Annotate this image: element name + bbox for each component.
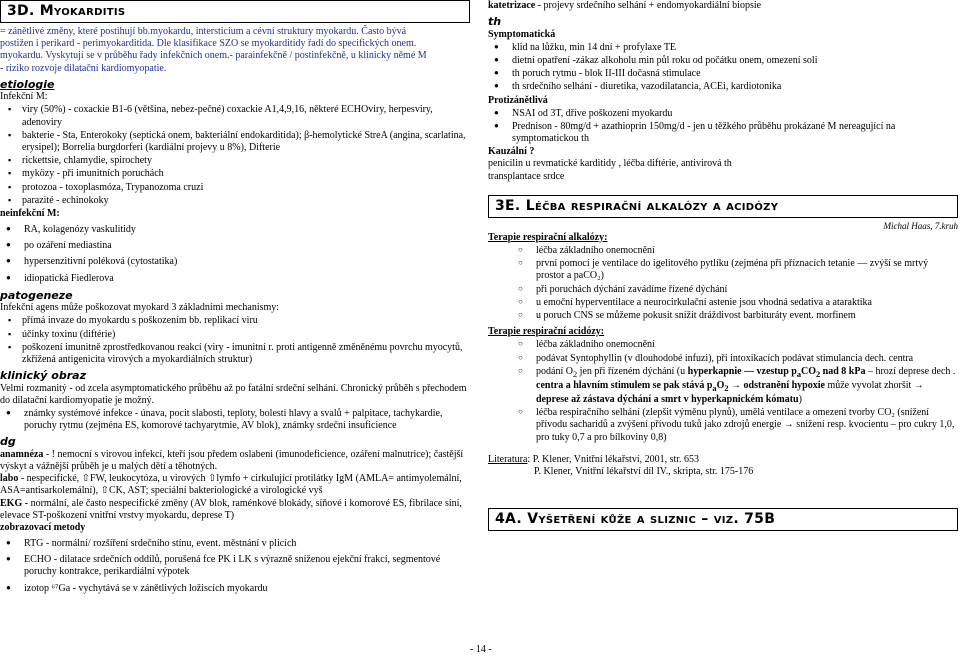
list-item: ● NSAI od 3T, dříve poškození myokardu	[492, 108, 958, 120]
zobraz-list	[4, 538, 470, 595]
protizanetliva-list	[492, 108, 958, 146]
list-item: ▪ poškození imunitně zprostředkovanou reakcí (viry - imunitní r. proti antigenně změněnému povrchu myocytů, zkřížená antigenicita virových a myokardiálních struktur)	[8, 342, 470, 366]
list-item: ○ podávat Syntophyllin (v dlouhodobé infuzi), při intoxikacích podávat stimulancia dech. centra	[518, 353, 958, 365]
list-item: ● idiopatická Fiedlerova	[4, 273, 470, 285]
intro-text	[0, 26, 470, 75]
list-item: ● hypersenzitivní poléková (cytostatika)	[4, 256, 470, 268]
list-item: ● th srdečního selhání - diuretika, vazodilatancia, ACEi, kardiotonika	[492, 81, 958, 93]
list-item: ● RTG - normální/ rozšíření srdečního stínu, event. městnání v plicích	[4, 538, 470, 550]
klinicky-list	[4, 408, 470, 432]
list-item: ○ při poruchách dýchání zavádíme řízené dýchání	[518, 284, 958, 296]
kauzalni-text: penicilin u revmatické karditidy , léčba diftérie, antivirová th	[488, 158, 732, 170]
literatura-label: Literatura	[488, 453, 528, 465]
list-item: ● po ozáření mediastina	[4, 240, 470, 252]
o2-bold-3: centra a hlavním stimulem se pak stává p	[536, 379, 713, 391]
o2-bold-4: → odstranění hypoxie	[728, 379, 825, 391]
dg-ekg	[0, 498, 470, 522]
literatura-item: P. Klener, Vnitřní lékařství díl IV., skripta, str. 175-176	[534, 466, 754, 478]
literatura-item: : P. Klener, Vnitřní lékařství, 2001, str. 653	[527, 453, 700, 465]
left-column	[0, 0, 470, 599]
list-item: ○ léčba základního onemocnění	[518, 339, 958, 351]
list-item: ▪ účinky toxinu (diftérie)	[8, 329, 470, 341]
th-heading: th	[488, 15, 502, 29]
o2-text-b: jen při řízeném dýchání (u	[579, 365, 688, 377]
acidoza-list	[518, 339, 958, 443]
list-item: ▪ bakterie - Sta, Enterokoky (septická onem, bakteriální endokarditida); β-hemolytické StreA (angina, scarlatina, erysipel); Borrelia burgdorferi (kardiální projevy u 8%), Difterie	[8, 130, 470, 154]
neinfekcni-label: neinfekční M:	[0, 207, 60, 219]
infekcni-list	[8, 104, 470, 207]
section-title-4a	[488, 508, 958, 531]
intro-line: = zánětlivé změny, které postihují bb.myokardu, intersticium a cévní struktury myokardu. Často bývá	[0, 26, 407, 38]
katetrizace-label: katetrizace	[488, 0, 536, 11]
protizanetliva-label: Protizánětlivá	[488, 94, 548, 106]
intro-line: myokardu. Vyskytují se v průběhu řady infekčních onem.- parainfekčně / postinfekčně, u klinicky němé M	[0, 50, 427, 62]
list-item: ○ léčba základního onemocnění	[518, 245, 958, 257]
list-item: ○ u poruch CNS se můžeme pokusit snížit dráždivost barbituráty event. morfinem	[518, 310, 958, 322]
o2-bold-2: nad 8 kPa	[820, 365, 866, 377]
dg-labo-text: - nespecifické, ⇧FW, leukocytóza, u virových ⇧lymfo + cirkulující protilátky IgM (AMLA= antimyolemální, ASA=antisarkolemální), ⇧CK, AST; speciální bakteriologické a virologické vyš	[0, 473, 462, 497]
dg-ekg-text: - normální, ale často nespecifické změny (AV blok, raménkové blokády, síňové i komorové ES, fibrilace síní, elevace ST-poškození vnitřní vrstvy myokardu, deprese T)	[0, 497, 462, 521]
symptomaticka-label: Symptomatická	[488, 28, 556, 40]
list-item: ● klid na lůžku, min 14 dní + profylaxe TE	[492, 42, 958, 54]
alkaloza-heading: Terapie respirační alkalózy:	[488, 231, 608, 243]
klinicky-heading: klinický obraz	[0, 369, 86, 383]
section-word: 4A. Vyšetření kůže a sliznic – viz. 75B	[495, 511, 776, 528]
dg-ekg-label: EKG	[0, 497, 23, 509]
dg-anamneza-text: - ! nemocní s virovou infekcí, kteří jsou předem oslabeni (imunodeficience, ozáření malnutrice); častější výskyt a vážnější průběh je u malých dětí a těhotných.	[0, 448, 464, 472]
list-item: ▪ viry (50%) - coxackie B1-6 (většina, nebez-pečné) coxackie A1,4,9,16, některé ECHOviry, herpesviry, adenoviry	[8, 104, 470, 128]
page-number: - 14 -	[470, 644, 492, 655]
list-item: ● th poruch rytmu - blok II-III dočasná stimulace	[492, 68, 958, 80]
dg-anamneza-label: anamnéza	[0, 448, 44, 460]
dg-zobraz-label: zobrazovací metody	[0, 521, 86, 533]
o2-text-c: – hrozí deprese dech .	[865, 365, 956, 377]
katetrizace-text: - projevy srdečního selhání + endomyokardiální biopsie	[535, 0, 762, 11]
symptomaticka-list	[492, 42, 958, 94]
transplantace-text: transplantace srdce	[488, 170, 565, 182]
list-item: ○ u emoční hyperventilace a neurocirkulační astenie jsou vhodná sedativa a ataraktika	[518, 297, 958, 309]
section-number: 3E.	[495, 197, 521, 214]
o2-text-a: podání O	[536, 365, 573, 377]
list-item: ● RA, kolagenózy vaskulitidy	[4, 224, 470, 236]
o2-bold-5: deprese až zástava dýchání a smrt v hyperkapnickém kómatu	[536, 394, 799, 406]
dg-labo	[0, 473, 470, 497]
etiologie-heading: etiologie	[0, 77, 55, 91]
o2-text-d: může vyvolat	[824, 379, 882, 391]
section-title-3e	[488, 195, 958, 218]
right-column	[488, 0, 958, 534]
list-item: ● izotop ⁶⁷Ga - vychytává se v zánětlivých ložiscích myokardu	[4, 583, 470, 595]
list-item: ▪ protozoa - toxoplasmóza, Trypanozoma cruzi	[8, 182, 470, 194]
section-word: Léčba respirační alkalózy a acidózy	[525, 197, 779, 214]
intro-line: postižen i perikard - perimyokarditida. Dle klasifikace SZO se myokarditidy řadí do specifických onem.	[0, 38, 417, 50]
dg-labo-label: labo	[0, 473, 19, 485]
list-item: ▪ rickettsie, chlamydie, spirochety	[8, 155, 470, 167]
katetrizace-line	[488, 0, 958, 12]
o2-text-e: zhoršit →	[884, 379, 924, 391]
list-item: ▪ přímá invaze do myokardu s poškozením bb. replikací viru	[8, 315, 470, 327]
literatura	[488, 454, 958, 478]
o2-bold-1: hyperkapnie — vzestup p	[687, 365, 797, 377]
dg-anamneza	[0, 449, 470, 473]
list-item: ▪ myközy - při imunitních poruchách	[8, 168, 470, 180]
o2-text-f: )	[798, 394, 802, 406]
author-credit: Michal Haas, 7.kruh	[883, 220, 958, 231]
patogeneze-heading: patogeneze	[0, 288, 73, 302]
patogeneze-list	[8, 315, 470, 366]
kauzalni-label: Kauzální ?	[488, 146, 535, 158]
section-title-3d	[0, 0, 470, 23]
dg-heading: dg	[0, 435, 16, 449]
list-item-o2: ○ podání $O_2$ jen při řízeném dýchání (u hyperkapnie — vzestup $p_aCO_2$ nad 8 kPa – hrozí deprese dech . centra a hlavním stimulem se pak stává $p_aO_2$ → odstranění hypoxie může vyvolat zhoršit → deprese až zástava dýchání a smrt v hyperkapnickém kómatu)	[518, 366, 958, 407]
list-item: ● ECHO - dilatace srdečních oddílů, porušená fce PK i LK s výrazně sníženou ejekční frakcí, segmentové poruchy kontrakce, perikardiální výpotek	[4, 554, 470, 578]
patogeneze-text: Infekční agens může poškozovat myokard 3 základními mechanismy:	[0, 302, 280, 314]
acidoza-heading: Terapie respirační acidózy:	[488, 326, 605, 338]
klinicky-text: Velmi rozmanitý - od zcela asymptomatického průběhu až po fatální srdeční selhání. Chronický průběh s přechodem do dilatační kardiomyopatie je možný.	[0, 382, 467, 406]
list-item: ○ první pomocí je ventilace do igelitového pytlíku (zejména při příznacích tetanie — zvýší se mrtvý prostor a paCO₂)	[518, 258, 958, 282]
section-word: Myokarditis	[39, 3, 126, 19]
alkaloza-list	[518, 245, 958, 322]
section-number: 3D.	[7, 3, 35, 19]
list-item: ● Prednison - 80mg/d + azathioprin 150mg/d - jen u těžkého průběhu prokázané M nereagující na symptomatickou th	[492, 121, 958, 145]
neinfekcni-list	[4, 224, 470, 285]
list-item: ● známky systémové infekce - únava, pocit slabosti, teploty, bolesti hlavy a svalů + palpitace, tachykardie, poruchy rytmu (zejména ES, komorové tachyarytmie, AV blok), známky srdeční insuficience	[4, 408, 470, 432]
intro-line: - riziko rozvoje dilatační kardiomyopatie.	[0, 62, 167, 74]
infekcni-label: Infekční M:	[0, 91, 48, 103]
list-item: ▪ parazité - echinokoky	[8, 195, 470, 207]
list-item: ● dietní opatření -zákaz alkoholu min půl roku od počátku onem, omezení soli	[492, 55, 958, 67]
list-item: ○ léčba respiračního selhání (zlepšit výměnu plynů), umělá ventilace a omezení tvorby CO₂ (snížení přívodu sacharidů a zvýšení přívodu tuků jako zdrojů energie → snížení resp. kvocientu – pro cukry 1,0, pro tuky 0,7 a pro bílkoviny 0,8)	[518, 407, 958, 444]
